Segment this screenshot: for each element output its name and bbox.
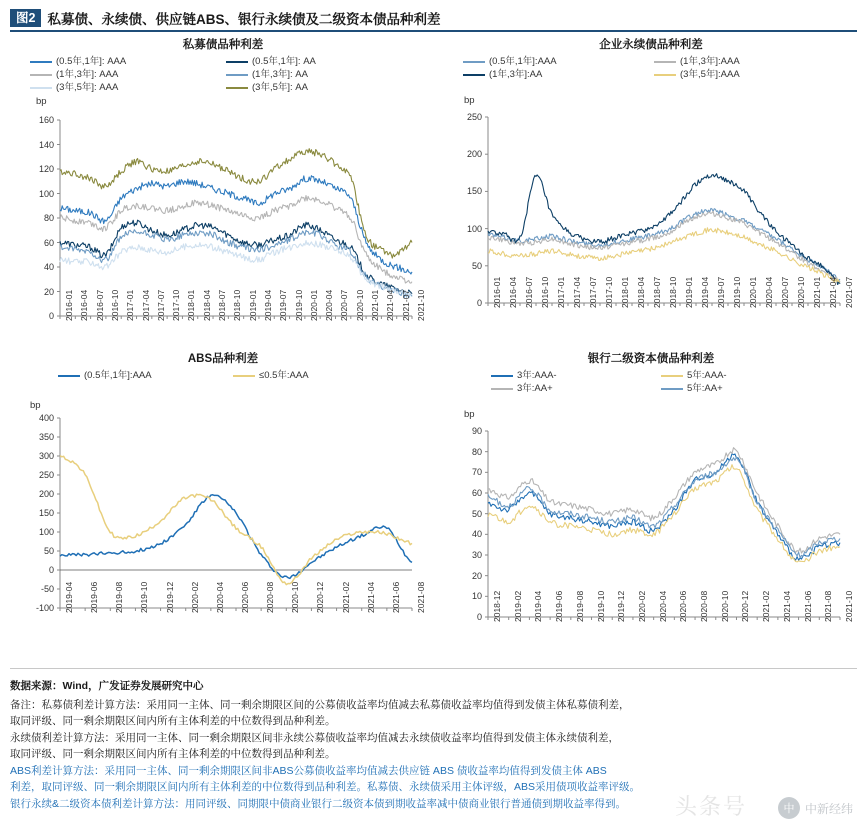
x-axis-tick-label: 2020-10: [354, 289, 365, 321]
x-axis-tick-label: 2017-10: [604, 276, 614, 308]
watermark: [778, 797, 853, 819]
x-axis-tick-label: 2020-04: [657, 590, 668, 622]
legend-label: (0.5年,1年]:AAA: [489, 56, 557, 67]
legend-color-swatch: [491, 388, 513, 390]
x-axis-tick-label: 2020-10: [796, 276, 806, 308]
y-axis-tick-label: 20: [471, 570, 482, 581]
footer-note-line: 永续债利差计算方法：采用同一主体、同一剩余期限区间非永续公募债收益率均值减去永续债收益率均值得到发债主体永续债利差，: [10, 731, 619, 744]
footer-note-line-blue: ABS利差计算方法：采用同一主体、同一剩余期限区间非ABS公募债收益率均值减去供应链 ABS 债收益率均值得到发债主体 ABS: [10, 764, 607, 777]
x-axis-tick-label: 2019-04: [700, 276, 710, 308]
legend-item: [661, 370, 811, 382]
x-axis-tick-label: 2020-10: [719, 590, 730, 622]
x-axis-tick-label: 2017-01: [556, 276, 566, 308]
x-axis-tick-label: 2019-07: [278, 289, 289, 321]
x-axis-tick-label: 2019-04: [262, 289, 273, 321]
legend-color-swatch: [30, 74, 52, 76]
x-axis-tick-label: 2019-08: [114, 581, 125, 613]
chart-panel-perpetual: [442, 38, 860, 350]
x-axis-tick-label: 2021-04: [828, 276, 838, 308]
x-axis-tick-label: 2020-01: [308, 289, 319, 321]
y-axis-tick-label: 100: [38, 188, 54, 199]
legend-color-swatch: [58, 375, 80, 377]
y-axis-tick-label: 0: [476, 298, 482, 308]
chart-legend-bank-tier2: [491, 370, 811, 395]
y-axis-unit-label: bp: [464, 95, 475, 106]
x-axis-tick-label: 2018-07: [652, 276, 662, 308]
x-axis-tick-label: 2020-12: [315, 581, 326, 613]
title-divider: [10, 30, 857, 32]
legend-label: 3年:AAA-: [517, 370, 557, 381]
x-axis-tick-label: 2020-02: [189, 581, 200, 613]
y-axis-tick-label: 200: [38, 489, 54, 499]
x-axis-tick-label: 2021-04: [365, 581, 376, 613]
y-axis-tick-label: 50: [471, 260, 482, 271]
x-axis-tick-label: 2019-04: [533, 590, 544, 622]
legend-label: ≤0.5年:AAA: [259, 370, 309, 381]
legend-label: (1年,3年]:AA: [489, 69, 543, 80]
x-axis-tick-label: 2018-04: [201, 289, 212, 321]
x-axis-tick-label: 2017-04: [572, 276, 582, 308]
chart-plot-bank-tier2: [442, 397, 860, 653]
y-axis-tick-label: 400: [38, 413, 54, 423]
legend-color-swatch: [30, 61, 52, 63]
y-axis-tick-label: 50: [43, 546, 54, 556]
x-axis-tick-label: 2017-10: [171, 289, 182, 321]
figure-title: 私募债、永续债、供应链ABS、银行永续债及二级资本债品种利差: [47, 12, 441, 27]
x-axis-tick-label: 2017-01: [125, 289, 136, 321]
x-axis-tick-label: 2021-07: [400, 289, 411, 321]
legend-label: (1年,3年]:AAA: [680, 56, 740, 67]
chart-series-line: [488, 228, 840, 283]
legend-color-swatch: [226, 61, 248, 63]
x-axis-tick-label: 2020-07: [339, 289, 350, 321]
footer-divider: [10, 668, 857, 669]
figure-title-row: [10, 4, 857, 32]
y-axis-tick-label: 100: [466, 223, 482, 234]
legend-item: [226, 56, 416, 68]
y-axis-unit-label: bp: [30, 400, 41, 411]
watermark-icon: 中: [778, 797, 800, 819]
x-axis-tick-label: 2019-06: [89, 581, 100, 613]
chart-legend-perpetual: [463, 56, 839, 81]
y-axis-tick-label: -100: [35, 603, 54, 613]
y-axis-tick-label: 200: [466, 149, 482, 160]
chart-series-line: [60, 456, 412, 585]
legend-color-swatch: [226, 74, 248, 76]
x-axis-tick-label: 2019-01: [684, 276, 694, 308]
legend-item: [30, 82, 220, 94]
y-axis-tick-label: 60: [471, 488, 482, 498]
footer-note-line: 取同评级、同一剩余期限区间内所有主体利差的中位数得到品种利差。: [10, 715, 336, 727]
legend-item: [30, 69, 220, 81]
x-axis-tick-label: 2018-07: [217, 289, 228, 321]
chart-plot-abs: [14, 384, 432, 640]
legend-label: (3年,5年]: AA: [252, 82, 308, 93]
x-axis-tick-label: 2019-08: [574, 590, 585, 622]
x-axis-tick-label: 2019-02: [512, 590, 523, 622]
y-axis-tick-label: 140: [38, 139, 54, 150]
x-axis-tick-label: 2019-01: [247, 289, 258, 321]
chart-series-line: [488, 457, 840, 558]
y-axis-tick-label: 250: [38, 470, 54, 480]
watermark-ghost: 头条号: [674, 794, 747, 819]
legend-item: [30, 56, 220, 68]
chart-plot-perpetual: [442, 83, 860, 339]
x-axis-tick-label: 2021-08: [416, 581, 426, 613]
x-axis-tick-label: 2019-06: [554, 590, 565, 622]
x-axis-tick-label: 2019-07: [716, 276, 726, 308]
legend-color-swatch: [463, 61, 485, 63]
y-axis-tick-label: -50: [40, 584, 54, 594]
footer-note-line-blue: 利差，取同评级、同一剩余期限区间内所有主体利差的中位数得到品种利差。私募债、永续债采用主体评级，ABS采用债项收益率评级。: [10, 781, 641, 793]
y-axis-tick-label: 0: [48, 311, 54, 321]
legend-item: [233, 370, 383, 382]
y-axis-tick-label: 0: [476, 612, 482, 622]
chart-panel-private-placement: [14, 38, 432, 350]
legend-item: [661, 383, 811, 395]
x-axis-tick-label: 2020-08: [265, 581, 276, 613]
x-axis-tick-label: 2018-12: [492, 590, 502, 622]
x-axis-tick-label: 2016-04: [508, 276, 518, 308]
x-axis-tick-label: 2020-07: [780, 276, 790, 308]
legend-item: [654, 69, 839, 81]
chart-title-abs: ABS品种利差: [187, 353, 259, 365]
legend-item: [463, 56, 648, 68]
chart-panel-bank-tier2: [442, 352, 860, 664]
chart-legend-abs: [58, 370, 388, 382]
legend-color-swatch: [233, 375, 255, 377]
legend-label: 5年:AAA-: [687, 370, 727, 381]
chart-title-bank-tier2: 银行二级资本债品种利差: [587, 353, 715, 365]
x-axis-tick-label: 2018-10: [232, 289, 243, 321]
legend-item: [226, 82, 416, 94]
y-axis-tick-label: 50: [471, 508, 482, 519]
x-axis-tick-label: 2020-08: [699, 590, 710, 622]
y-axis-unit-label: bp: [36, 96, 47, 107]
x-axis-tick-label: 2021-10: [844, 590, 854, 622]
x-axis-tick-label: 2019-10: [139, 581, 150, 613]
y-axis-tick-label: 150: [466, 186, 482, 197]
x-axis-tick-label: 2020-06: [678, 590, 689, 622]
legend-label: 5年:AA+: [687, 383, 723, 394]
chart-panel-abs: [14, 352, 432, 664]
x-axis-tick-label: 2016-07: [94, 289, 105, 321]
figure-badge: 图2: [10, 9, 41, 27]
x-axis-tick-label: 2021-04: [385, 289, 396, 321]
legend-item: [226, 69, 416, 81]
legend-color-swatch: [661, 375, 683, 377]
chart-svg: [442, 397, 860, 653]
x-axis-tick-label: 2021-04: [781, 590, 792, 622]
x-axis-tick-label: 2021-01: [812, 276, 822, 308]
y-axis-unit-label: bp: [464, 409, 475, 420]
chart-title-perpetual: 企业永续债品种利差: [599, 39, 703, 51]
x-axis-tick-label: 2020-04: [324, 289, 335, 321]
chart-legend-private-placement: [30, 56, 416, 94]
y-axis-tick-label: 40: [471, 529, 482, 540]
x-axis-tick-label: 2021-02: [340, 581, 351, 613]
legend-label: (1年,3年]: AA: [252, 69, 308, 80]
chart-plot-private-placement: [14, 96, 432, 352]
x-axis-tick-label: 2017-04: [140, 289, 151, 321]
x-axis-tick-label: 2020-06: [240, 581, 250, 613]
y-axis-tick-label: 30: [471, 550, 482, 560]
x-axis-tick-label: 2019-12: [164, 581, 175, 613]
legend-label: (0.5年,1年]: AA: [252, 56, 316, 67]
y-axis-tick-label: 350: [38, 432, 54, 442]
x-axis-tick-label: 2020-02: [636, 590, 647, 622]
y-axis-tick-label: 10: [471, 591, 482, 602]
chart-series-line: [60, 220, 412, 296]
legend-label: (1年,3年]: AAA: [56, 69, 119, 80]
x-axis-tick-label: 2016-07: [524, 276, 534, 308]
x-axis-tick-label: 2021-02: [761, 590, 772, 622]
x-axis-tick-label: 2020-10: [290, 581, 301, 613]
legend-item: [491, 383, 641, 395]
y-axis-tick-label: 80: [43, 213, 54, 223]
y-axis-tick-label: 300: [38, 451, 54, 461]
x-axis-tick-label: 2021-07: [844, 276, 854, 308]
x-axis-tick-label: 2016-04: [79, 289, 90, 321]
x-axis-tick-label: 2020-04: [764, 276, 774, 308]
x-axis-tick-label: 2021-06: [390, 581, 401, 613]
x-axis-tick-label: 2020-01: [748, 276, 758, 308]
y-axis-tick-label: 90: [471, 426, 482, 436]
legend-item: [491, 370, 641, 382]
x-axis-tick-label: 2016-01: [492, 276, 502, 308]
x-axis-tick-label: 2019-10: [732, 276, 742, 308]
legend-color-swatch: [463, 74, 485, 76]
legend-item: [463, 69, 648, 81]
x-axis-tick-label: 2018-10: [668, 276, 678, 308]
legend-color-swatch: [661, 388, 683, 390]
footer-source: 数据来源：Wind，广发证券发展研究中心: [10, 680, 204, 692]
footer-note-line: 备注：私募债利差计算方法：采用同一主体、同一剩余期限区间的公募债收益率均值减去私募债收益率均值得到发债主体私募债利差，: [10, 698, 630, 711]
legend-label: (3年,5年]:AAA: [680, 69, 740, 80]
chart-title-private-placement: 私募债品种利差: [182, 39, 264, 51]
chart-series-line: [488, 465, 840, 562]
legend-item: [654, 56, 839, 68]
x-axis-tick-label: 2021-06: [802, 590, 813, 622]
legend-label: (3年,5年]: AAA: [56, 82, 119, 93]
x-axis-tick-label: 2019-10: [293, 289, 304, 321]
footer-note-line: 取同评级、同一剩余期限区间内所有主体利差的中位数得到品种利差。: [10, 748, 336, 760]
legend-color-swatch: [226, 87, 248, 89]
x-axis-tick-label: 2019-10: [595, 590, 606, 622]
x-axis-tick-label: 2021-10: [416, 289, 426, 321]
legend-color-swatch: [654, 61, 676, 63]
legend-label: (0.5年,1年]:AAA: [84, 370, 152, 381]
x-axis-tick-label: 2018-04: [636, 276, 646, 308]
legend-label: (0.5年,1年]: AAA: [56, 56, 127, 67]
y-axis-tick-label: 150: [38, 508, 54, 518]
x-axis-tick-label: 2020-04: [214, 581, 225, 613]
x-axis-tick-label: 2016-10: [109, 289, 120, 321]
watermark-label: 中新经纬: [804, 801, 853, 816]
chart-series-line: [60, 495, 412, 579]
chart-series-line: [488, 454, 840, 561]
legend-label: 3年:AA+: [517, 383, 553, 394]
y-axis-tick-label: 250: [466, 112, 482, 122]
x-axis-tick-label: 2018-01: [186, 289, 197, 321]
y-axis-tick-label: 70: [471, 467, 482, 478]
x-axis-tick-label: 2017-07: [155, 289, 166, 321]
y-axis-tick-label: 20: [43, 286, 54, 297]
x-axis-tick-label: 2016-10: [540, 276, 550, 308]
footer-note-line-blue: 银行永续&二级资本债利差计算方法：用同评级、同期限中债商业银行二级资本债到期收益率减中债商业银行普通债到期收益率得到。: [10, 797, 627, 810]
legend-color-swatch: [654, 74, 676, 76]
y-axis-tick-label: 80: [471, 446, 482, 457]
x-axis-tick-label: 2017-07: [588, 276, 598, 308]
legend-color-swatch: [30, 87, 52, 89]
x-axis-tick-label: 2016-01: [64, 289, 74, 321]
chart-series-line: [488, 448, 840, 553]
chart-series-line: [60, 149, 412, 258]
y-axis-tick-label: 60: [43, 237, 54, 248]
x-axis-tick-label: 2018-01: [620, 276, 630, 308]
x-axis-tick-label: 2019-12: [616, 590, 627, 622]
y-axis-tick-label: 0: [48, 565, 54, 575]
x-axis-tick-label: 2019-04: [64, 581, 74, 613]
legend-color-swatch: [491, 375, 513, 377]
x-axis-tick-label: 2021-08: [823, 590, 834, 622]
y-axis-tick-label: 40: [43, 262, 54, 272]
chart-series-line: [488, 174, 840, 285]
y-axis-tick-label: 120: [38, 164, 54, 174]
y-axis-tick-label: 160: [38, 115, 54, 125]
x-axis-tick-label: 2021-01: [370, 289, 381, 321]
y-axis-tick-label: 100: [38, 527, 54, 537]
legend-item: [58, 370, 223, 382]
x-axis-tick-label: 2020-12: [740, 590, 751, 622]
